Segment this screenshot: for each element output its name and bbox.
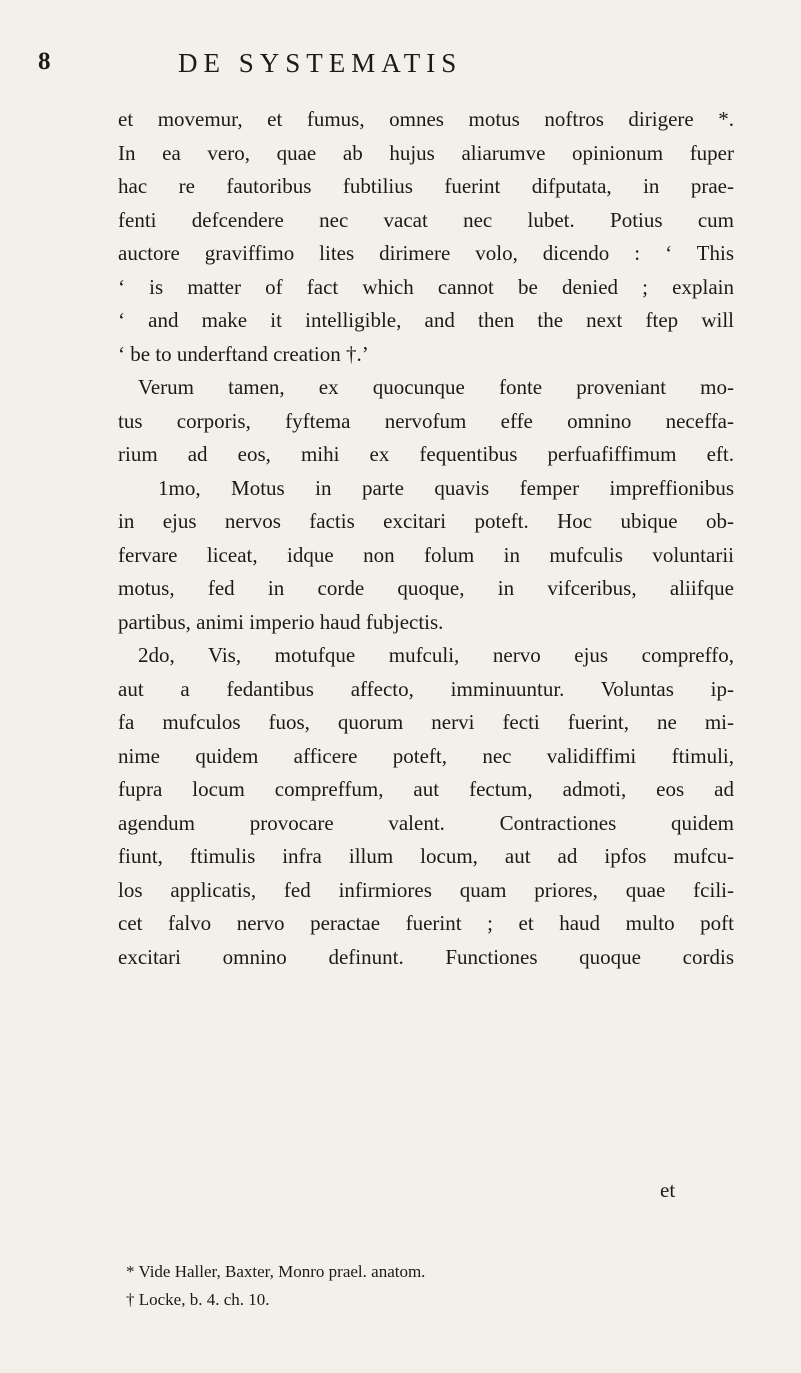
text-line: et movemur, et fumus, omnes motus noftros dirigere *. [118,107,734,131]
running-head [38,48,718,88]
running-title: DE SYSTEMATIS [178,48,463,78]
text-line: 2do, Vis, motufque mufculi, nervo ejus compreffo, [138,643,734,667]
catchword: et [660,1178,676,1202]
text-line: motus, fed in corde quoque, in vifceribus, aliifque [118,576,734,600]
text-line: excitari omnino definunt. Functiones quoque cordis [118,944,734,969]
text-line: nime quidem afficere poteft, nec validiffimi ftimuli, [118,743,734,768]
text-line: 1mo, Motus in parte quavis femper impreffionibus [158,475,734,500]
text-line: fa mufculos fuos, quorum nervi fecti fuerint, ne mi- [118,710,734,734]
text-line: ‘ be to underftand creation †.’ [118,341,369,366]
text-line: agendum provocare valent. Contractiones quidem [118,810,734,835]
text-line: ‘ and make it intelligible, and then the next ftep will [118,308,734,332]
text-line: aut a fedantibus affecto, imminuuntur. Voluntas ip- [118,676,734,701]
body-text [118,103,734,974]
text-line: los applicatis, fed infirmiores quam priores, quae fcili- [118,877,734,902]
text-line: tus corporis, fyftema nervofum effe omnino neceffa- [118,408,734,433]
text-line: ‘ is matter of fact which cannot be denied ; explain [118,274,734,299]
footnote: * Vide Haller, Baxter, Monro prael. anatom. [126,1262,426,1281]
text-line: In ea vero, quae ab hujus aliarumve opinionum fuper [118,140,734,165]
page-number: 8 [38,48,51,75]
text-line: fupra locum compreffum, aut fectum, admoti, eos ad [118,777,734,801]
text-line: hac re fautoribus fubtilius fuerint difputata, in prae- [118,174,734,198]
text-line: in ejus nervos factis excitari poteft. Hoc ubique ob- [118,509,734,533]
text-line: auctore graviffimo lites dirimere volo, dicendo : ‘ This [118,241,734,265]
footnote: † Locke, b. 4. ch. 10. [126,1290,270,1309]
text-line: partibus, animi imperio haud fubjectis. [118,609,444,634]
text-line: Verum tamen, ex quocunque fonte proveniant mo- [138,375,734,399]
text-line: rium ad eos, mihi ex fequentibus perfuafiffimum eft. [118,442,734,466]
text-line: cet falvo nervo peractae fuerint ; et haud multo poft [118,911,734,935]
footnotes [126,1258,626,1314]
text-line: fiunt, ftimulis infra illum locum, aut ad ipfos mufcu- [118,844,734,868]
text-line: fervare liceat, idque non folum in mufculis voluntarii [118,542,734,567]
text-line: fenti defcendere nec vacat nec lubet. Potius cum [118,207,734,232]
